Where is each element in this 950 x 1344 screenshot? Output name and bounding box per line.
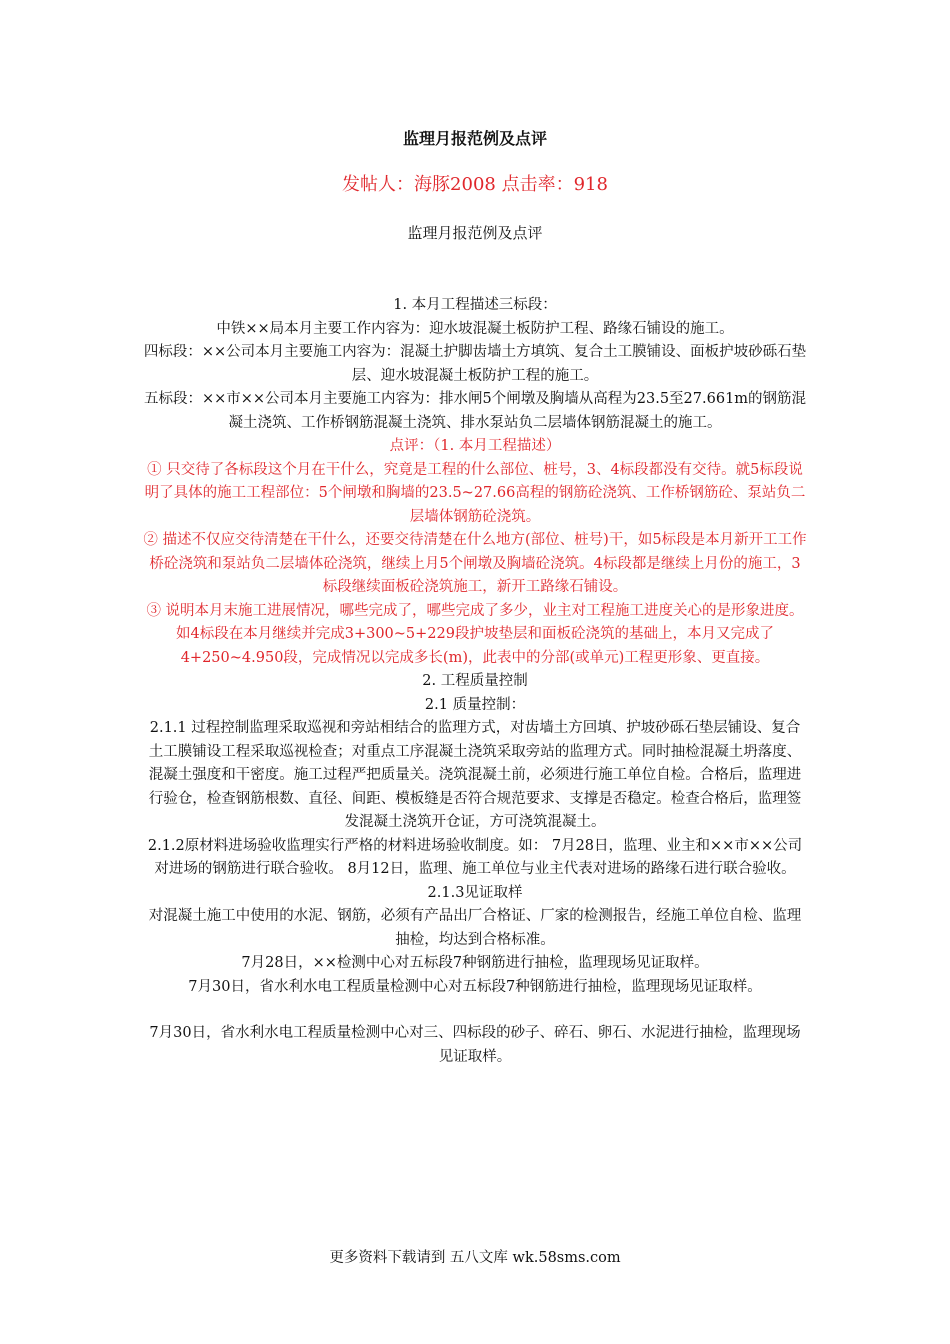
section2-1-3-paragraph-d: 7月30日，省水利水电工程质量检测中心对三、四标段的砂子、碎石、卵石、水泥进行抽检，监理现场见证取样。 [149,1025,801,1065]
document-subtitle: 监理月报范例及点评 [407,224,543,242]
poster-line: 发帖人：海豚2008 点击率：918 [342,174,608,195]
section2-1-3-paragraph-c: 7月30日，省水利水电工程质量检测中心对五标段7种钢筋进行抽检，监理现场见证取样。 [188,978,762,995]
footer-text: 更多资料下载请到 五八文库 wk.58sms.com [329,1250,621,1266]
section2-heading: 2. 工程质量控制 [422,673,528,689]
section1-paragraph-2: 四标段：××公司本月主要施工内容为：混凝土护脚齿墙土方填筑、复合土工膜铺设、面板护坡砂砾石垫层、迎水坡混凝土板防护工程的施工。 [143,344,807,384]
comment-2: ② 描述不仅应交待清楚在干什么，还要交待清楚在什么地方(部位、桩号)干，如5标段是本月新开工工作桥砼浇筑和泵站负二层墙体砼浇筑，继续上月5个闸墩及胸墙砼浇筑。4标段都是继续上月份的施工，3标段继续面板砼浇筑施工，新开工路缘石铺设。 [143,532,807,595]
section2-1-3-heading: 2.1.3见证取样 [427,884,523,901]
section2-1-heading: 2.1 质量控制： [424,696,526,713]
document-body [143,294,807,1069]
section1-paragraph-1: 中铁××局本月主要工作内容为：迎水坡混凝土板防护工程、路缘石铺设的施工。 [216,320,734,337]
paragraph-spacer [143,999,807,1022]
document-title: 监理月报范例及点评 [402,129,547,148]
comment-3: ③ 说明本月末施工进展情况，哪些完成了，哪些完成了多少，业主对工程施工进度关心的是形象进度。如4标段在本月继续并完成3+300~5+229段护坡垫层和面板砼浇筑的基础上，本月又完成了4+250~4.950段，完成情况以完成多长(m)，此表中的分部(或单元)工程更形象、更直接。 [146,602,804,666]
section2-1-1-paragraph: 2.1.1 过程控制监理采取巡视和旁站相结合的监理方式，对齿墙土方回填、护坡砂砾石垫层铺设、复合土工膜铺设工程采取巡视检查；对重点工序混凝土浇筑采取旁站的监理方式。同时抽检混凝土坍落度、混凝土强度和干密度。施工过程严把质量关。浇筑混凝土前，必须进行施工单位自检。合格后，监理进行验仓，检查钢筋根数、直径、间距、模板缝是否符合规范要求、支撑是否稳定。检查合格后，监理签发混凝土浇筑开仓证，方可浇筑混凝土。 [148,720,802,830]
section2-1-3-paragraph-a: 对混凝土施工中使用的水泥、钢筋，必须有产品出厂合格证、厂家的检测报告，经施工单位自检、监理抽检，均达到合格标准。 [148,908,802,948]
section1-heading: 1. 本月工程描述三标段： [393,297,557,313]
section1-paragraph-3: 五标段：××市××公司本月主要施工内容为：排水闸5个闸墩及胸墙从高程为23.5至27.661m的钢筋混凝土浇筑、工作桥钢筋混凝土浇筑、排水泵站负二层墙体钢筋混凝土的施工。 [143,391,807,431]
comment-1: ① 只交待了各标段这个月在干什么，究竟是工程的什么部位、桩号，3、4标段都没有交待。就5标段说明了具体的施工工程部位：5个闸墩和胸墙的23.5~27.66高程的钢筋砼浇筑、工作桥钢筋砼、泵站负二层墙体钢筋砼浇筑。 [144,461,806,525]
comment-heading: 点评：（1. 本月工程描述） [389,438,561,454]
section2-1-2-paragraph: 2.1.2原材料进场验收监理实行严格的材料进场验收制度。如： 7月28日，监理、业主和××市××公司对进场的钢筋进行联合验收。 8月12日，监理、施工单位与业主代表对进场的路缘石进行联合验收。 [147,837,803,877]
section2-1-3-paragraph-b: 7月28日，××检测中心对五标段7种钢筋进行抽检，监理现场见证取样。 [241,955,709,971]
